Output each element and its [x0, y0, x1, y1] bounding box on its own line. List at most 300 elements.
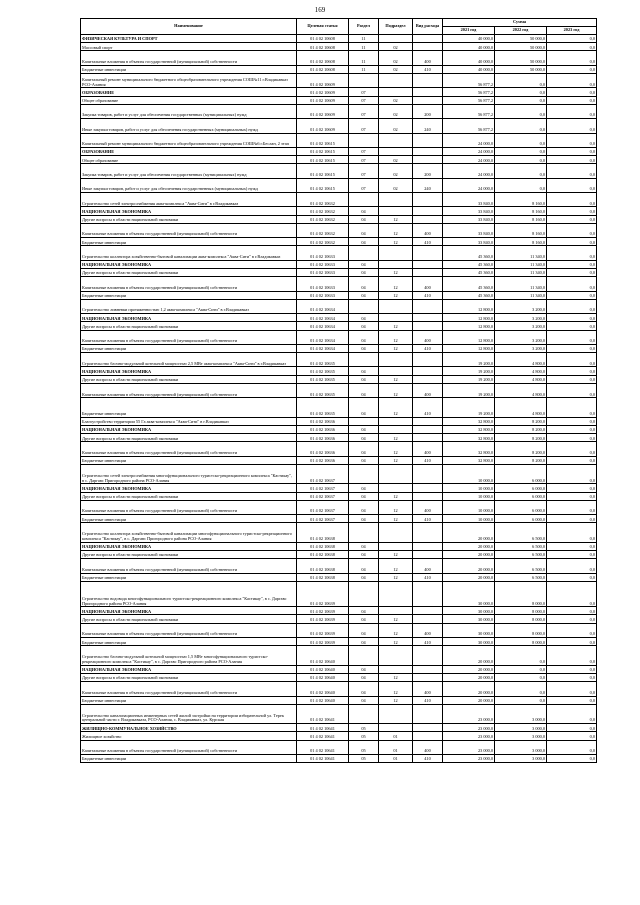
- row-name: Другие вопросы в области национальной экономики: [81, 673, 297, 681]
- row-expense-type: 410: [413, 456, 443, 464]
- row-expense-type: 200: [413, 164, 443, 178]
- row-target-article: 01 4 02 10638: [297, 551, 349, 559]
- table-row: [81, 638, 597, 646]
- row-expense-type: [413, 73, 443, 87]
- row-target-article: 01 4 02 10637: [297, 464, 349, 484]
- table-row: [81, 43, 597, 51]
- row-subsection: [379, 523, 413, 543]
- row-expense-type: 400: [413, 51, 443, 65]
- row-name: Капитальные вложения в объекты государственной (муниципальной) собственности: [81, 623, 297, 637]
- row-name: Строительство водовода многофункционального туристско-рекреационного комплекса "Кастикау", в с. Даргавс Пригородного района РСО-Алания: [81, 581, 297, 607]
- row-sum-2023: 0,0: [547, 464, 597, 484]
- row-section: 04: [349, 260, 379, 268]
- row-section: 04: [349, 696, 379, 704]
- row-expense-type: [413, 246, 443, 260]
- row-sum-2022: 0,0: [495, 104, 547, 118]
- row-name: НАЦИОНАЛЬНАЯ ЭКОНОМИКА: [81, 484, 297, 492]
- row-sum-2023: 0,0: [547, 260, 597, 268]
- row-sum-2021: 19 200,0: [443, 353, 495, 367]
- row-section: 04: [349, 344, 379, 352]
- row-sum-2022: 0,0: [495, 73, 547, 87]
- row-sum-2021: 45 360,0: [443, 291, 495, 299]
- row-name: Капитальные вложения в объекты государственной (муниципальной) собственности: [81, 51, 297, 65]
- row-name: Бюджетные инвестиции: [81, 238, 297, 246]
- row-expense-type: [413, 193, 443, 207]
- row-subsection: 12: [379, 615, 413, 623]
- row-expense-type: [413, 523, 443, 543]
- row-sum-2023: 0,0: [547, 35, 597, 43]
- row-sum-2022: 0,0: [495, 147, 547, 155]
- row-sum-2023: 0,0: [547, 215, 597, 223]
- table-row: [81, 646, 597, 666]
- row-expense-type: [413, 367, 443, 375]
- row-subsection: 12: [379, 215, 413, 223]
- row-name: Капитальные вложения в объекты государственной (муниципальной) собственности: [81, 442, 297, 456]
- row-target-article: 01 4 02 10637: [297, 500, 349, 514]
- row-expense-type: [413, 434, 443, 442]
- row-section: 04: [349, 484, 379, 492]
- row-sum-2021: 20 000,0: [443, 551, 495, 559]
- row-sum-2022: 6 500,0: [495, 542, 547, 550]
- row-section: 04: [349, 367, 379, 375]
- row-sum-2021: 56 877,2: [443, 73, 495, 87]
- row-section: 07: [349, 96, 379, 104]
- row-sum-2022: 0,0: [495, 133, 547, 147]
- row-name: Благоустройство территории 55 Га аква-комплекса "Аква-Сити" в г.Владикавказ: [81, 417, 297, 425]
- header-expense-type: Вид расхода: [413, 19, 443, 35]
- row-section: 04: [349, 665, 379, 673]
- row-sum-2021: 33 840,0: [443, 223, 495, 237]
- row-sum-2023: 0,0: [547, 542, 597, 550]
- row-sum-2022: 8 160,0: [495, 238, 547, 246]
- row-target-article: 01 4 02 10636: [297, 434, 349, 442]
- row-expense-type: [413, 207, 443, 215]
- table-row: [81, 344, 597, 352]
- row-name: Бюджетные инвестиции: [81, 456, 297, 464]
- row-section: 07: [349, 156, 379, 164]
- row-sum-2023: 0,0: [547, 434, 597, 442]
- row-target-article: 01 4 02 10635: [297, 383, 349, 397]
- row-subsection: [379, 260, 413, 268]
- row-name: Строительство сетей электроснабжения многофункционального туристско-рекреационного комплекса "Кастикау", в с. Даргавс Пригородного района РСО-Алания: [81, 464, 297, 484]
- row-sum-2023: 0,0: [547, 442, 597, 456]
- row-expense-type: 410: [413, 573, 443, 581]
- table-row: [81, 492, 597, 500]
- row-target-article: 01 4 02 10609: [297, 119, 349, 133]
- row-subsection: [379, 704, 413, 724]
- header-name: Наименование: [81, 19, 297, 35]
- row-expense-type: [413, 375, 443, 383]
- row-subsection: 12: [379, 492, 413, 500]
- row-name: Строительство блочно-модульной котельной мощностью 2,5 МВт аква-комплекса "Аква-Сити" в г.Владикавказ: [81, 353, 297, 367]
- row-expense-type: 400: [413, 383, 443, 397]
- row-target-article: 01 4 02 10636: [297, 425, 349, 433]
- table-row: [81, 442, 597, 456]
- row-target-article: 01 4 02 10634: [297, 330, 349, 344]
- table-row: [81, 291, 597, 299]
- row-sum-2021: 20 000,0: [443, 665, 495, 673]
- row-sum-2021: 32 800,0: [443, 417, 495, 425]
- row-section: 04: [349, 314, 379, 322]
- row-sum-2023: 0,0: [547, 607, 597, 615]
- row-target-article: 01 4 02 10641: [297, 754, 349, 762]
- row-section: 07: [349, 147, 379, 155]
- table-row: [81, 147, 597, 155]
- row-name: Иные закупки товаров, работ и услуг для обеспечения государственных (муниципальных) нужд: [81, 119, 297, 133]
- header-subsection: Подраздел: [379, 19, 413, 35]
- row-section: [349, 299, 379, 313]
- row-sum-2022: 0,0: [495, 119, 547, 133]
- table-row: [81, 238, 597, 246]
- row-sum-2023: 0,0: [547, 375, 597, 383]
- row-name: Капитальный ремонт муниципального бюджетного общеобразовательного учреждения СОШ№6 г.Беслан, 2 этап: [81, 133, 297, 147]
- table-row: [81, 456, 597, 464]
- row-subsection: 02: [379, 43, 413, 51]
- row-sum-2022: 8 160,0: [495, 193, 547, 207]
- row-expense-type: 410: [413, 638, 443, 646]
- row-section: 05: [349, 724, 379, 732]
- row-target-article: 01 4 02 10637: [297, 484, 349, 492]
- row-target-article: 01 4 02 10633: [297, 268, 349, 276]
- row-section: 04: [349, 638, 379, 646]
- row-section: 04: [349, 322, 379, 330]
- row-sum-2023: 0,0: [547, 238, 597, 246]
- row-sum-2023: 0,0: [547, 398, 597, 418]
- row-target-article: 01 4 02 10632: [297, 193, 349, 207]
- row-subsection: 12: [379, 500, 413, 514]
- row-target-article: 01 4 02 10640: [297, 673, 349, 681]
- row-sum-2022: 4 800,0: [495, 398, 547, 418]
- table-row: [81, 754, 597, 762]
- row-sum-2022: 3 000,0: [495, 724, 547, 732]
- row-sum-2023: 0,0: [547, 696, 597, 704]
- row-sum-2023: 0,0: [547, 246, 597, 260]
- row-subsection: 12: [379, 673, 413, 681]
- row-sum-2021: 45 360,0: [443, 246, 495, 260]
- row-name: Жилищное хозяйство: [81, 732, 297, 740]
- row-section: 04: [349, 551, 379, 559]
- row-subsection: 02: [379, 164, 413, 178]
- row-name: Бюджетные инвестиции: [81, 65, 297, 73]
- table-row: [81, 434, 597, 442]
- row-sum-2022: 4 800,0: [495, 353, 547, 367]
- table-row: [81, 156, 597, 164]
- row-subsection: 01: [379, 754, 413, 762]
- row-sum-2021: 19 200,0: [443, 367, 495, 375]
- row-expense-type: 410: [413, 65, 443, 73]
- table-row: [81, 96, 597, 104]
- row-expense-type: [413, 353, 443, 367]
- row-section: 04: [349, 607, 379, 615]
- row-sum-2021: 56 877,2: [443, 96, 495, 104]
- table-row: [81, 299, 597, 313]
- row-section: 04: [349, 573, 379, 581]
- row-section: 04: [349, 291, 379, 299]
- row-target-article: 01 4 02 10632: [297, 207, 349, 215]
- row-sum-2022: 50 000,0: [495, 43, 547, 51]
- table-row: [81, 383, 597, 397]
- row-sum-2022: 0,0: [495, 646, 547, 666]
- row-sum-2022: 11 340,0: [495, 260, 547, 268]
- row-sum-2021: 33 840,0: [443, 193, 495, 207]
- row-target-article: 01 4 02 10608: [297, 51, 349, 65]
- table-row: [81, 417, 597, 425]
- row-subsection: 12: [379, 515, 413, 523]
- row-target-article: 01 4 02 10638: [297, 542, 349, 550]
- row-expense-type: 410: [413, 344, 443, 352]
- row-sum-2022: 0,0: [495, 682, 547, 696]
- table-row: [81, 682, 597, 696]
- row-name: Строительство коллектора хозяйственно-бытовой канализации многофункционального туристско-рекреационного комплекса "Кастикау", в с. Даргавс Пригородного района РСО-Алания: [81, 523, 297, 543]
- row-target-article: 01 4 02 10609: [297, 96, 349, 104]
- row-sum-2021: 45 360,0: [443, 268, 495, 276]
- row-name: Бюджетные инвестиции: [81, 573, 297, 581]
- row-section: 07: [349, 164, 379, 178]
- row-sum-2021: 30 000,0: [443, 581, 495, 607]
- row-sum-2021: 24 000,0: [443, 147, 495, 155]
- row-sum-2023: 0,0: [547, 704, 597, 724]
- row-subsection: 02: [379, 104, 413, 118]
- row-name: НАЦИОНАЛЬНАЯ ЭКОНОМИКА: [81, 425, 297, 433]
- row-expense-type: 410: [413, 696, 443, 704]
- row-sum-2021: 20 000,0: [443, 696, 495, 704]
- table-row: [81, 696, 597, 704]
- row-subsection: 02: [379, 65, 413, 73]
- row-expense-type: [413, 464, 443, 484]
- row-expense-type: 410: [413, 238, 443, 246]
- table-row: [81, 207, 597, 215]
- row-subsection: [379, 417, 413, 425]
- row-section: 04: [349, 542, 379, 550]
- row-sum-2022: 6 500,0: [495, 573, 547, 581]
- row-sum-2023: 0,0: [547, 133, 597, 147]
- row-name: НАЦИОНАЛЬНАЯ ЭКОНОМИКА: [81, 260, 297, 268]
- row-expense-type: [413, 268, 443, 276]
- row-sum-2023: 0,0: [547, 367, 597, 375]
- row-name: Общее образование: [81, 96, 297, 104]
- row-section: 04: [349, 623, 379, 637]
- row-sum-2023: 0,0: [547, 277, 597, 291]
- row-section: 04: [349, 375, 379, 383]
- row-expense-type: [413, 147, 443, 155]
- table-row: [81, 133, 597, 147]
- row-sum-2021: 20 000,0: [443, 682, 495, 696]
- row-subsection: [379, 724, 413, 732]
- row-target-article: 01 4 02 10634: [297, 322, 349, 330]
- table-row: [81, 35, 597, 43]
- row-expense-type: 400: [413, 740, 443, 754]
- row-target-article: 01 4 02 10637: [297, 515, 349, 523]
- row-sum-2021: 10 000,0: [443, 500, 495, 514]
- row-expense-type: [413, 704, 443, 724]
- row-sum-2022: 6 000,0: [495, 484, 547, 492]
- row-sum-2023: 0,0: [547, 164, 597, 178]
- row-section: 05: [349, 754, 379, 762]
- row-target-article: 01 4 02 10634: [297, 344, 349, 352]
- row-expense-type: 200: [413, 104, 443, 118]
- row-target-article: 01 4 02 10632: [297, 215, 349, 223]
- row-target-article: 01 4 02 10615: [297, 156, 349, 164]
- row-sum-2023: 0,0: [547, 425, 597, 433]
- row-expense-type: 400: [413, 682, 443, 696]
- row-expense-type: 410: [413, 515, 443, 523]
- header-year-2021: 2021 год: [443, 27, 495, 35]
- row-sum-2022: 3 000,0: [495, 732, 547, 740]
- row-expense-type: [413, 35, 443, 43]
- row-sum-2022: 0,0: [495, 88, 547, 96]
- header-sum: Сумма: [443, 19, 597, 27]
- row-sum-2022: 6 000,0: [495, 492, 547, 500]
- row-sum-2023: 0,0: [547, 754, 597, 762]
- row-target-article: 01 4 02 10638: [297, 559, 349, 573]
- row-sum-2021: 56 877,2: [443, 104, 495, 118]
- row-target-article: 01 4 02 10634: [297, 314, 349, 322]
- row-sum-2022: 6 500,0: [495, 551, 547, 559]
- row-subsection: 12: [379, 344, 413, 352]
- row-sum-2022: 3 200,0: [495, 322, 547, 330]
- table-row: [81, 314, 597, 322]
- row-section: [349, 704, 379, 724]
- row-section: [349, 581, 379, 607]
- table-row: [81, 246, 597, 260]
- row-sum-2022: 0,0: [495, 164, 547, 178]
- row-section: 04: [349, 673, 379, 681]
- row-target-article: 01 4 02 10615: [297, 164, 349, 178]
- row-name: Другие вопросы в области национальной экономики: [81, 615, 297, 623]
- row-sum-2022: 8 000,0: [495, 607, 547, 615]
- row-section: 11: [349, 35, 379, 43]
- row-subsection: [379, 542, 413, 550]
- row-expense-type: [413, 417, 443, 425]
- row-sum-2023: 0,0: [547, 119, 597, 133]
- row-sum-2021: 10 000,0: [443, 492, 495, 500]
- row-sum-2023: 0,0: [547, 104, 597, 118]
- table-body: [81, 35, 597, 763]
- row-expense-type: [413, 43, 443, 51]
- row-name: Капитальные вложения в объекты государственной (муниципальной) собственности: [81, 330, 297, 344]
- table-row: [81, 65, 597, 73]
- table-row: [81, 673, 597, 681]
- row-sum-2023: 0,0: [547, 156, 597, 164]
- row-subsection: 12: [379, 638, 413, 646]
- row-name: Другие вопросы в области национальной экономики: [81, 215, 297, 223]
- row-sum-2023: 0,0: [547, 223, 597, 237]
- row-sum-2021: 12 800,0: [443, 299, 495, 313]
- row-expense-type: [413, 673, 443, 681]
- row-sum-2023: 0,0: [547, 43, 597, 51]
- row-name: ЖИЛИЩНО-КОММУНАЛЬНОЕ ХОЗЯЙСТВО: [81, 724, 297, 732]
- row-sum-2021: 23 000,0: [443, 754, 495, 762]
- row-name: Бюджетные инвестиции: [81, 344, 297, 352]
- row-subsection: [379, 425, 413, 433]
- row-expense-type: 400: [413, 500, 443, 514]
- row-target-article: 01 4 02 10609: [297, 88, 349, 96]
- row-sum-2023: 0,0: [547, 484, 597, 492]
- row-name: Капитальный ремонт муниципального бюджетного общеобразовательного учреждения СОШ№11 г.Владикавказ РСО-Алания: [81, 73, 297, 87]
- row-sum-2021: 23 000,0: [443, 740, 495, 754]
- row-sum-2022: 8 200,0: [495, 417, 547, 425]
- row-subsection: 01: [379, 740, 413, 754]
- row-section: 04: [349, 500, 379, 514]
- row-target-article: 01 4 02 10641: [297, 724, 349, 732]
- table-row: [81, 353, 597, 367]
- row-sum-2022: 0,0: [495, 178, 547, 192]
- row-sum-2023: 0,0: [547, 559, 597, 573]
- header-target-article: Целевая статья: [297, 19, 349, 35]
- row-sum-2021: 20 000,0: [443, 646, 495, 666]
- row-target-article: 01 4 02 10633: [297, 277, 349, 291]
- row-sum-2023: 0,0: [547, 147, 597, 155]
- row-sum-2023: 0,0: [547, 268, 597, 276]
- row-subsection: [379, 246, 413, 260]
- row-section: 04: [349, 398, 379, 418]
- row-sum-2021: 12 800,0: [443, 330, 495, 344]
- row-target-article: 01 4 02 10638: [297, 523, 349, 543]
- row-subsection: 12: [379, 559, 413, 573]
- row-sum-2021: 23 000,0: [443, 704, 495, 724]
- table-row: [81, 551, 597, 559]
- row-name: Другие вопросы в области национальной экономики: [81, 492, 297, 500]
- header-year-2022: 2022 год: [495, 27, 547, 35]
- row-subsection: [379, 207, 413, 215]
- row-sum-2023: 0,0: [547, 500, 597, 514]
- row-section: 07: [349, 178, 379, 192]
- row-section: [349, 646, 379, 666]
- header-year-2023: 2023 год: [547, 27, 597, 35]
- row-sum-2023: 0,0: [547, 638, 597, 646]
- row-name: Бюджетные инвестиции: [81, 515, 297, 523]
- row-expense-type: [413, 551, 443, 559]
- row-section: 04: [349, 215, 379, 223]
- row-sum-2023: 0,0: [547, 646, 597, 666]
- row-section: 04: [349, 434, 379, 442]
- row-target-article: 01 4 02 10636: [297, 417, 349, 425]
- row-sum-2023: 0,0: [547, 322, 597, 330]
- row-section: [349, 73, 379, 87]
- row-expense-type: 240: [413, 119, 443, 133]
- row-sum-2021: 40 000,0: [443, 43, 495, 51]
- row-subsection: 02: [379, 178, 413, 192]
- row-subsection: 12: [379, 573, 413, 581]
- row-subsection: [379, 464, 413, 484]
- table-row: [81, 119, 597, 133]
- row-sum-2021: 40 000,0: [443, 51, 495, 65]
- row-target-article: 01 4 02 10633: [297, 260, 349, 268]
- row-name: НАЦИОНАЛЬНАЯ ЭКОНОМИКА: [81, 207, 297, 215]
- table-row: [81, 665, 597, 673]
- row-sum-2022: 3 000,0: [495, 704, 547, 724]
- table-row: [81, 73, 597, 87]
- row-sum-2021: 10 000,0: [443, 484, 495, 492]
- row-subsection: [379, 484, 413, 492]
- row-sum-2023: 0,0: [547, 732, 597, 740]
- row-target-article: 01 4 02 10641: [297, 740, 349, 754]
- row-sum-2022: 3 000,0: [495, 740, 547, 754]
- row-sum-2022: 3 200,0: [495, 344, 547, 352]
- table-row: [81, 193, 597, 207]
- row-subsection: [379, 133, 413, 147]
- row-sum-2022: 0,0: [495, 96, 547, 104]
- row-subsection: 12: [379, 456, 413, 464]
- row-target-article: 01 4 02 10635: [297, 375, 349, 383]
- row-subsection: 12: [379, 442, 413, 456]
- row-subsection: [379, 367, 413, 375]
- row-section: 11: [349, 65, 379, 73]
- row-name: Капитальные вложения в объекты государственной (муниципальной) собственности: [81, 223, 297, 237]
- row-sum-2022: 8 000,0: [495, 581, 547, 607]
- row-expense-type: [413, 665, 443, 673]
- row-name: Капитальные вложения в объекты государственной (муниципальной) собственности: [81, 383, 297, 397]
